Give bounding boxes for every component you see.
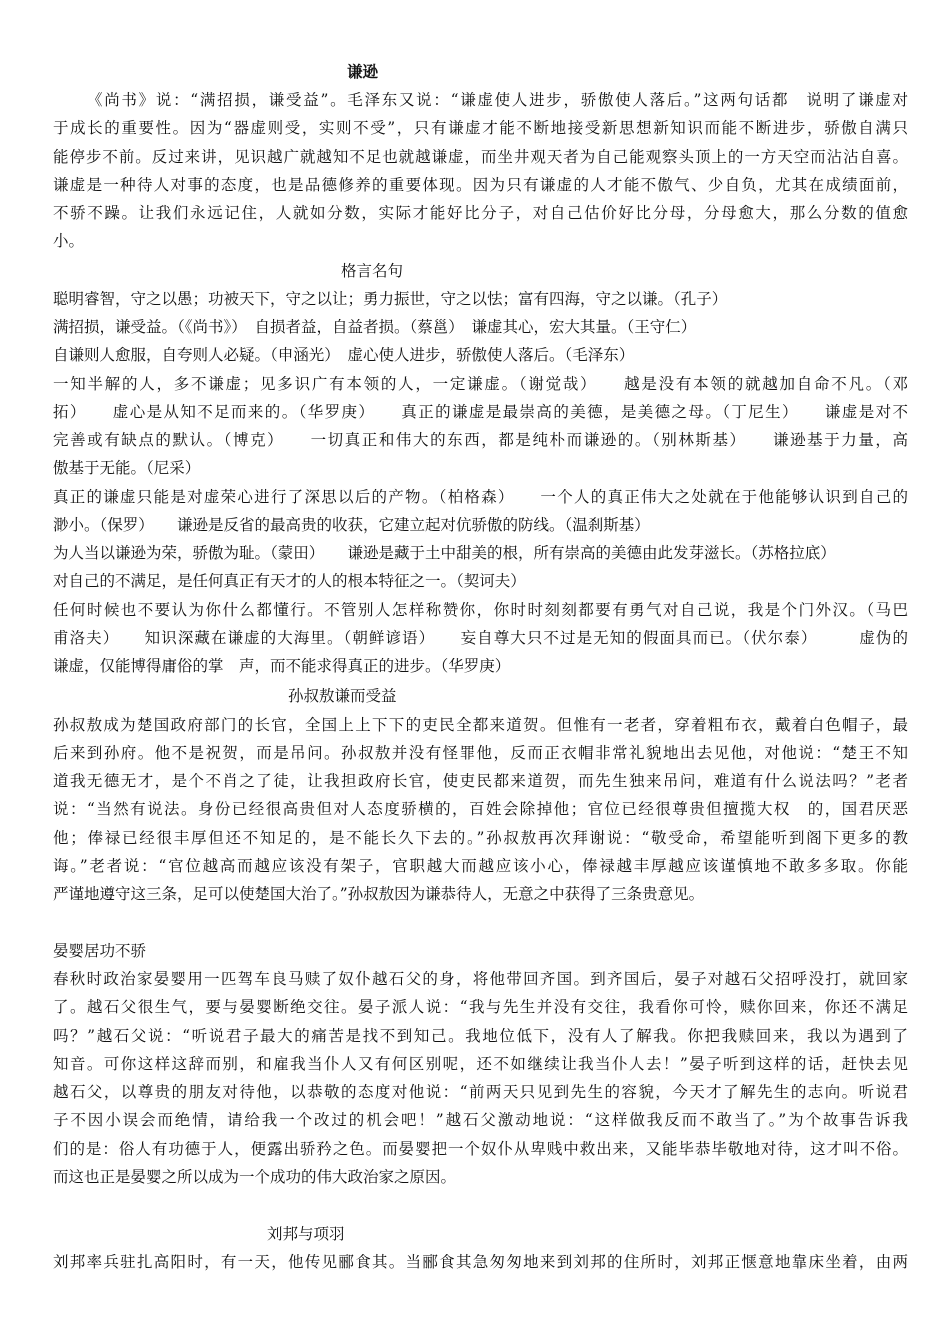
- quote-line: 对自己的不满足，是任何真正有天才的人的根本特征之一。（契诃夫）: [53, 572, 526, 590]
- story-line: 他；俸禄已经很丰厚但还不知足的，是不能长久下去的。”孙叔敖再次拜谢说：“敬受命，希望能听到阁下更多的教: [53, 829, 908, 847]
- quote-line: 甫洛夫） 知识深藏在谦虚的大海里。（朝鲜谚语） 妄自尊大只不过是无知的假面具而已。（伏尔泰） 虚伪的: [53, 629, 908, 647]
- quote-line: 自谦则人愈服，自夸则人必疑。（申涵光） 虚心使人进步，骄傲使人落后。（毛泽东）: [53, 346, 635, 364]
- story-line: 了。越石父很生气，要与晏婴断绝交往。晏子派人说：“我与先生并没有交往，我看你可怜，赎你回来，你还不满足: [53, 998, 908, 1016]
- quote-line: 聪明睿智，守之以愚；功被天下，守之以让；勇力振世，守之以怯；富有四海，守之以谦。（孔子）: [53, 290, 728, 308]
- story-line: 说：“当然有说法。身份已经很高贵但对人态度骄横的，百姓会除掉他；官位已经很尊贵但擅揽大权 的，国君厌恶: [53, 800, 908, 818]
- story-line: 道我无德无才，是个不肖之了徒，让我担政府长官，使吏民都来道贺，而先生独来吊问，难道有什么说法吗？”老者: [53, 772, 908, 790]
- story-title-liu-bang: 刘邦与项羽: [267, 1225, 345, 1243]
- quotes-heading: 格言名句: [341, 262, 404, 280]
- intro-line: 《尚书》说：“满招损，谦受益”。毛泽东又说：“谦虚使人进步，骄傲使人落后。”这两句话都 说明了谦虚对: [87, 91, 908, 109]
- quote-line: 完善或有缺点的默认。（博克） 一切真正和伟大的东西，都是纯朴而谦逊的。（别林斯基） 谦逊基于力量，高: [53, 431, 908, 449]
- quote-line: 傲基于无能。（尼采）: [53, 459, 201, 477]
- quote-line: 真正的谦虚只能是对虚荣心进行了深思以后的产物。（柏格森） 一个人的真正伟大之处就在于他能够认识到自己的: [53, 488, 908, 506]
- quote-line: 任何时候也不要认为你什么都懂行。不管别人怎样称赞你，你时时刻刻都要有勇气对自己说，我是个门外汉。（马巴: [53, 601, 908, 619]
- intro-line: 不骄不躁。让我们永远记住，人就如分数，实际才能好比分子，对自己估价好比分母，分母愈大，那么分数的值愈: [53, 204, 908, 222]
- story-line: 诲。”老者说：“官位越高而越应该没有架子，官职越大而越应该小心，俸禄越丰厚越应该谨慎地不敢多多取。你能: [53, 857, 908, 875]
- quote-line: 一知半解的人，多不谦虚；见多识广有本领的人，一定谦虚。（谢觉哉） 越是没有本领的就越加自命不凡。（邓: [53, 375, 908, 393]
- quote-line: 满招损，谦受益。（《尚书》） 自损者益，自益者损。（蔡邕） 谦虚其心，宏大其量。（王守仁）: [53, 318, 697, 336]
- intro-line: 能停步不前。反过来讲，见识越广就越知不足也就越谦虚，而坐井观天者为自己能观察头顶上的一方天空而沾沾自喜。: [53, 148, 908, 166]
- quote-line: 为人当以谦逊为荣，骄傲为耻。（蒙田） 谦逊是藏于土中甜美的根，所有崇高的美德由此发芽滋长。（苏格拉底）: [53, 544, 836, 562]
- quote-line: 拓） 虚心是从知不足而来的。（华罗庚） 真正的谦虚是最崇高的美德，是美德之母。（丁尼生） 谦虚是对不: [53, 403, 908, 421]
- intro-line: 于成长的重要性。因为“器虚则受，实则不受”，只有谦虚才能不断地接受新思想新知识而能不断进步，骄傲自满只: [53, 119, 908, 137]
- story-line: 而这也正是晏婴之所以成为一个成功的伟大政治家之原因。: [53, 1168, 457, 1186]
- intro-line: 谦虚是一种待人对事的态度，也是品德修养的重要体现。因为只有谦虚的人才能不傲气、少自负，尤其在成绩面前，: [53, 176, 908, 194]
- story-line: 春秋时政治家晏婴用一匹驾车良马赎了奴仆越石父的身，将他带回齐国。到齐国后，晏子对越石父招呼没打，就回家: [53, 970, 908, 988]
- story-title-yan-ying: 晏婴居功不骄: [53, 942, 147, 960]
- story-line: 吗？”越石父说：“听说君子最大的痛苦是找不到知己。我地位低下，没有人了解我。你把我赎回来，我以为遇到了: [53, 1027, 908, 1045]
- story-line: 孙叔敖成为楚国政府部门的长官，全国上上下下的吏民全都来道贺。但惟有一老者，穿着粗布衣，戴着白色帽子，最: [53, 716, 908, 734]
- story-line: 越石父，以尊贵的朋友对待他，以恭敬的态度对他说：“前两天只见到先生的容貌，今天才了解先生的志向。听说君: [53, 1083, 908, 1101]
- story-line: 们的是：俗人有功德于人，便露出骄矜之色。而晏婴把一个奴仆从卑贱中救出来，又能毕恭毕敬地对待，这才叫不俗。: [53, 1140, 908, 1158]
- story-line: 子不因小误会而绝情，请给我一个改过的机会吧！”越石父激动地说：“这样做我反而不敢当了。”为个故事告诉我: [53, 1111, 908, 1129]
- story-line: 知音。可你这样这辞而别，和雇我当仆人又有何区别呢，还不如继续让我当仆人去！”晏子听到这样的话，赶快去见: [53, 1055, 908, 1073]
- quote-line: 谦虚，仅能博得庸俗的掌 声，而不能求得真正的进步。（华罗庚）: [53, 657, 511, 675]
- intro-line: 小。: [53, 232, 85, 250]
- story-line: 后来到孙府。他不是祝贺，而是吊问。孙叔敖并没有怪罪他，反而正衣帽非常礼貌地出去见他，对他说：“楚王不知: [53, 744, 908, 762]
- story-line: 严谨地遵守这三条，足可以使楚国大治了。”孙叔敖因为谦恭待人，无意之中获得了三条贵意见。: [53, 885, 705, 903]
- story-line: 刘邦率兵驻扎高阳时，有一天，他传见郦食其。当郦食其急匆匆地来到刘邦的住所时，刘邦正惬意地靠床坐着，由两: [53, 1253, 908, 1271]
- story-title-sun-shu-ao: 孙叔敖谦而受益: [288, 687, 397, 705]
- quote-line: 渺小。（保罗） 谦逊是反省的最高贵的收获，它建立起对伉骄傲的防线。（温刹斯基）: [53, 516, 650, 534]
- page-title: 谦逊: [347, 62, 379, 81]
